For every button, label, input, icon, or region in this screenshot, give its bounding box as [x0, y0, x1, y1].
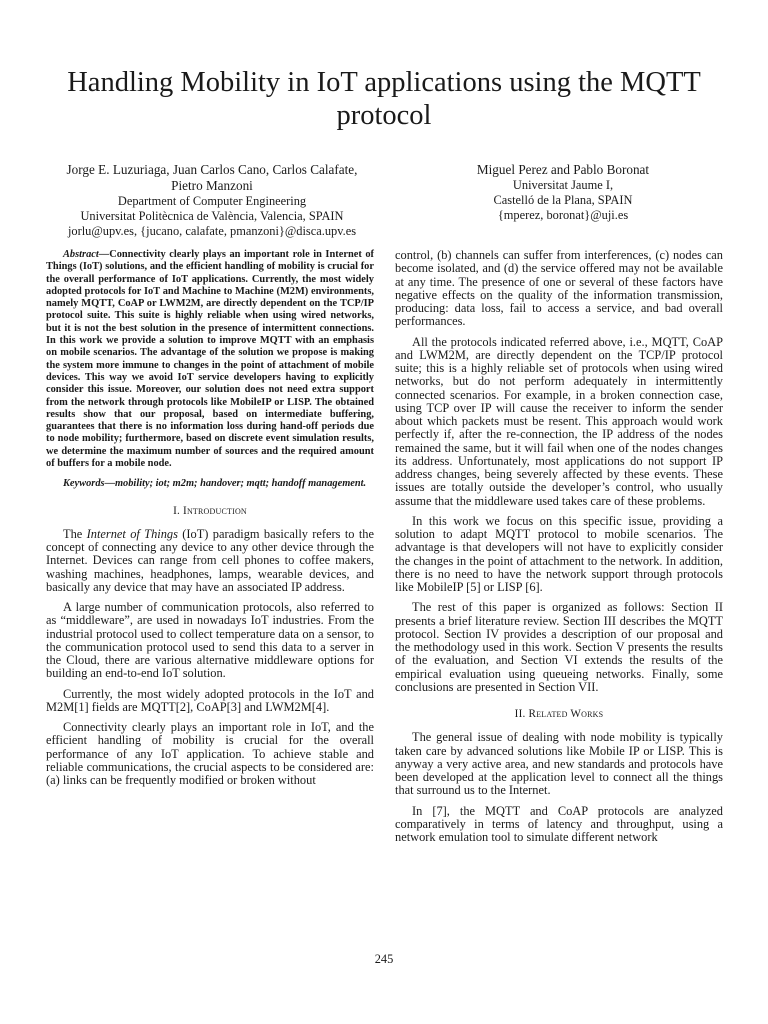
author-department: Department of Computer Engineering [117, 194, 307, 208]
section-number: I. [173, 504, 181, 517]
section-heading-related-works [395, 708, 723, 721]
intro-paragraph-4: Connectivity clearly plays an important role in IoT, and the efficient handling of mobility is crucial for the overall performance of any IoT application. To achieve stable and reliable communications, the crucial aspects to be considered are: (a) links can be frequently modified or broken without [46, 720, 374, 788]
intro-paragraph-6: In this work we focus on this specific issue, providing a solution to adapt MQTT protocol to mobile scenarios. The advantage is that developers will not have to explicitly consider the changes in the point of attachment to the network. In addition, there is no need to have the network support through protocols like MobileIP [5] or LISP [6]. [395, 513, 723, 594]
author-names: Miguel Perez and Pablo Boronat [476, 162, 650, 177]
intro-paragraph-5: All the protocols indicated referred above, i.e., MQTT, CoAP and LWM2M, are directly dependent on the TCP/IP protocol suite; this is a highly reliable set of protocols when using wired networks, but do not perform adequately in intermittently connected scenarios. For example, in a broken connection case, using TCP over IP will cause the receiver to inform the sender about which packets must be resent. This approach would work perfectly if, after the re-connection, the IP address of the nodes remained the same, but it will fail when one of the nodes changes its address. Unfortunately, most applications do not support IP address changes, being severely affected by these events. These issues are totally outside the developer’s control, who usually assume that the middleware used takes care of these problems. [395, 334, 723, 508]
intro-paragraph-3: Currently, the most widely adopted protocols in the IoT and M2M[1] fields are MQTT[2], CoAP[3] and LWM2M[4]. [46, 686, 374, 714]
paper-title: Handling Mobility in IoT applications using the MQTT protocol [67, 67, 701, 131]
intro-paragraph-2: A large number of communication protocols, also referred to as “middleware”, are used in nowadays IoT industries. From the industrial protocol used to collect temperature data on a sensor, to the communication protocol used to send this data to a server in the Cloud, there are various alternative middleware options for building an end-to-end IoT solution. [46, 600, 374, 681]
author-names-line1: Jorge E. Luzuriaga, Juan Carlos Cano, Carlos Calafate, [66, 162, 358, 177]
abstract-lead: Abstract— [63, 249, 110, 260]
section-heading-introduction [46, 505, 374, 518]
intro-paragraph-7: The rest of this paper is organized as follows: Section II presents a brief literature review. Section III describes the MQTT protocol. Section IV provides a description of our proposal and the methodology used in this work. Section V presents the results of the evaluation, and Section VI extends the results of the empirical evaluation using queueing networks. Finally, some conclusions are presented in Section VII. [395, 600, 723, 694]
text-run: (IoT) paradigm basically refers to the concept of connecting any device to any other device through the Internet. Devices can range from cell phones to coffee makers, washing machines, headphones, lamps, wearable devices, and basically any device that may have an associated IP address. [46, 526, 374, 594]
page-number: 245 [374, 952, 394, 966]
author-email: jorlu@upv.es, {jucano, calafate, pmanzoni}@disca.upv.es [67, 224, 357, 238]
author-block-right [400, 162, 726, 223]
related-paragraph-1: The general issue of dealing with node mobility is typically taken care by advanced solutions like Mobile IP or LISP. This is anyway a very active area, and new standards and protocols have been developed at the application level to connect all the things that surround us to the Internet. [395, 730, 723, 798]
abstract-text: Connectivity clearly plays an important role in Internet of Things (IoT) solutions, and the efficient handling of mobility is crucial for the overall performance of IoT applications. Currently, the most widely adopted protocols for IoT and Machine to Machine (M2M) environments, namely MQTT, CoAP or LWM2M, are directly dependent on the TCP/IP protocol suite. This suite is highly reliable when using wired networks, but it is not the best solution in the presence of intermittent connections. In this work we provide a solution to improve MQTT with an emphasis on mobile scenarios. The advantage of the solution we propose is making the system more immune to changes in the point of attachment of mobile devices. This way we avoid IoT service developers having to explicitly consider this issue. Moreover, our solution does not need extra support from the network through protocols like MobileIP or LISP. The obtained results show that our proposal, based on intermediate buffering, guarantees that there is no information loss during hand-off periods due to node mobility; furthermore, based on discrete event simulation results, we determine the maximum number of sources and the required amount of buffers for a mobile node. [46, 249, 374, 470]
intro-paragraph-1 [46, 528, 374, 594]
section-title: Introduction [183, 504, 247, 517]
author-university: Universitat Jaume I, [512, 178, 614, 192]
abstract [46, 249, 374, 470]
author-university: Universitat Politècnica de València, Valencia, SPAIN [80, 209, 344, 223]
section-title: Related Works [528, 708, 604, 720]
section-number: II. [514, 708, 526, 720]
emphasis: Internet of Things [86, 526, 178, 541]
left-column [46, 249, 374, 794]
author-city: Castelló de la Plana, SPAIN [493, 193, 633, 207]
author-block-left [42, 162, 382, 239]
text-run: The [63, 526, 87, 541]
intro-paragraph-continued: control, (b) channels can suffer from interferences, (c) nodes can become isolated, and (d) the service offered may not be available at any time. The presence of one or several of these factors have negative effects on the quality of the information transmission, producing: data loss, fail to access a service, and bad overall performances. [395, 248, 723, 329]
right-column [395, 249, 723, 851]
author-names-line2: Pietro Manzoni [171, 178, 253, 193]
related-paragraph-2: In [7], the MQTT and CoAP protocols are analyzed comparatively in terms of latency and throughput, using a network emulation tool to simulate different network [395, 803, 723, 844]
author-email: {mperez, boronat}@uji.es [497, 208, 629, 222]
keywords: Keywords—mobility; iot; m2m; handover; mqtt; handoff management. [63, 478, 367, 490]
